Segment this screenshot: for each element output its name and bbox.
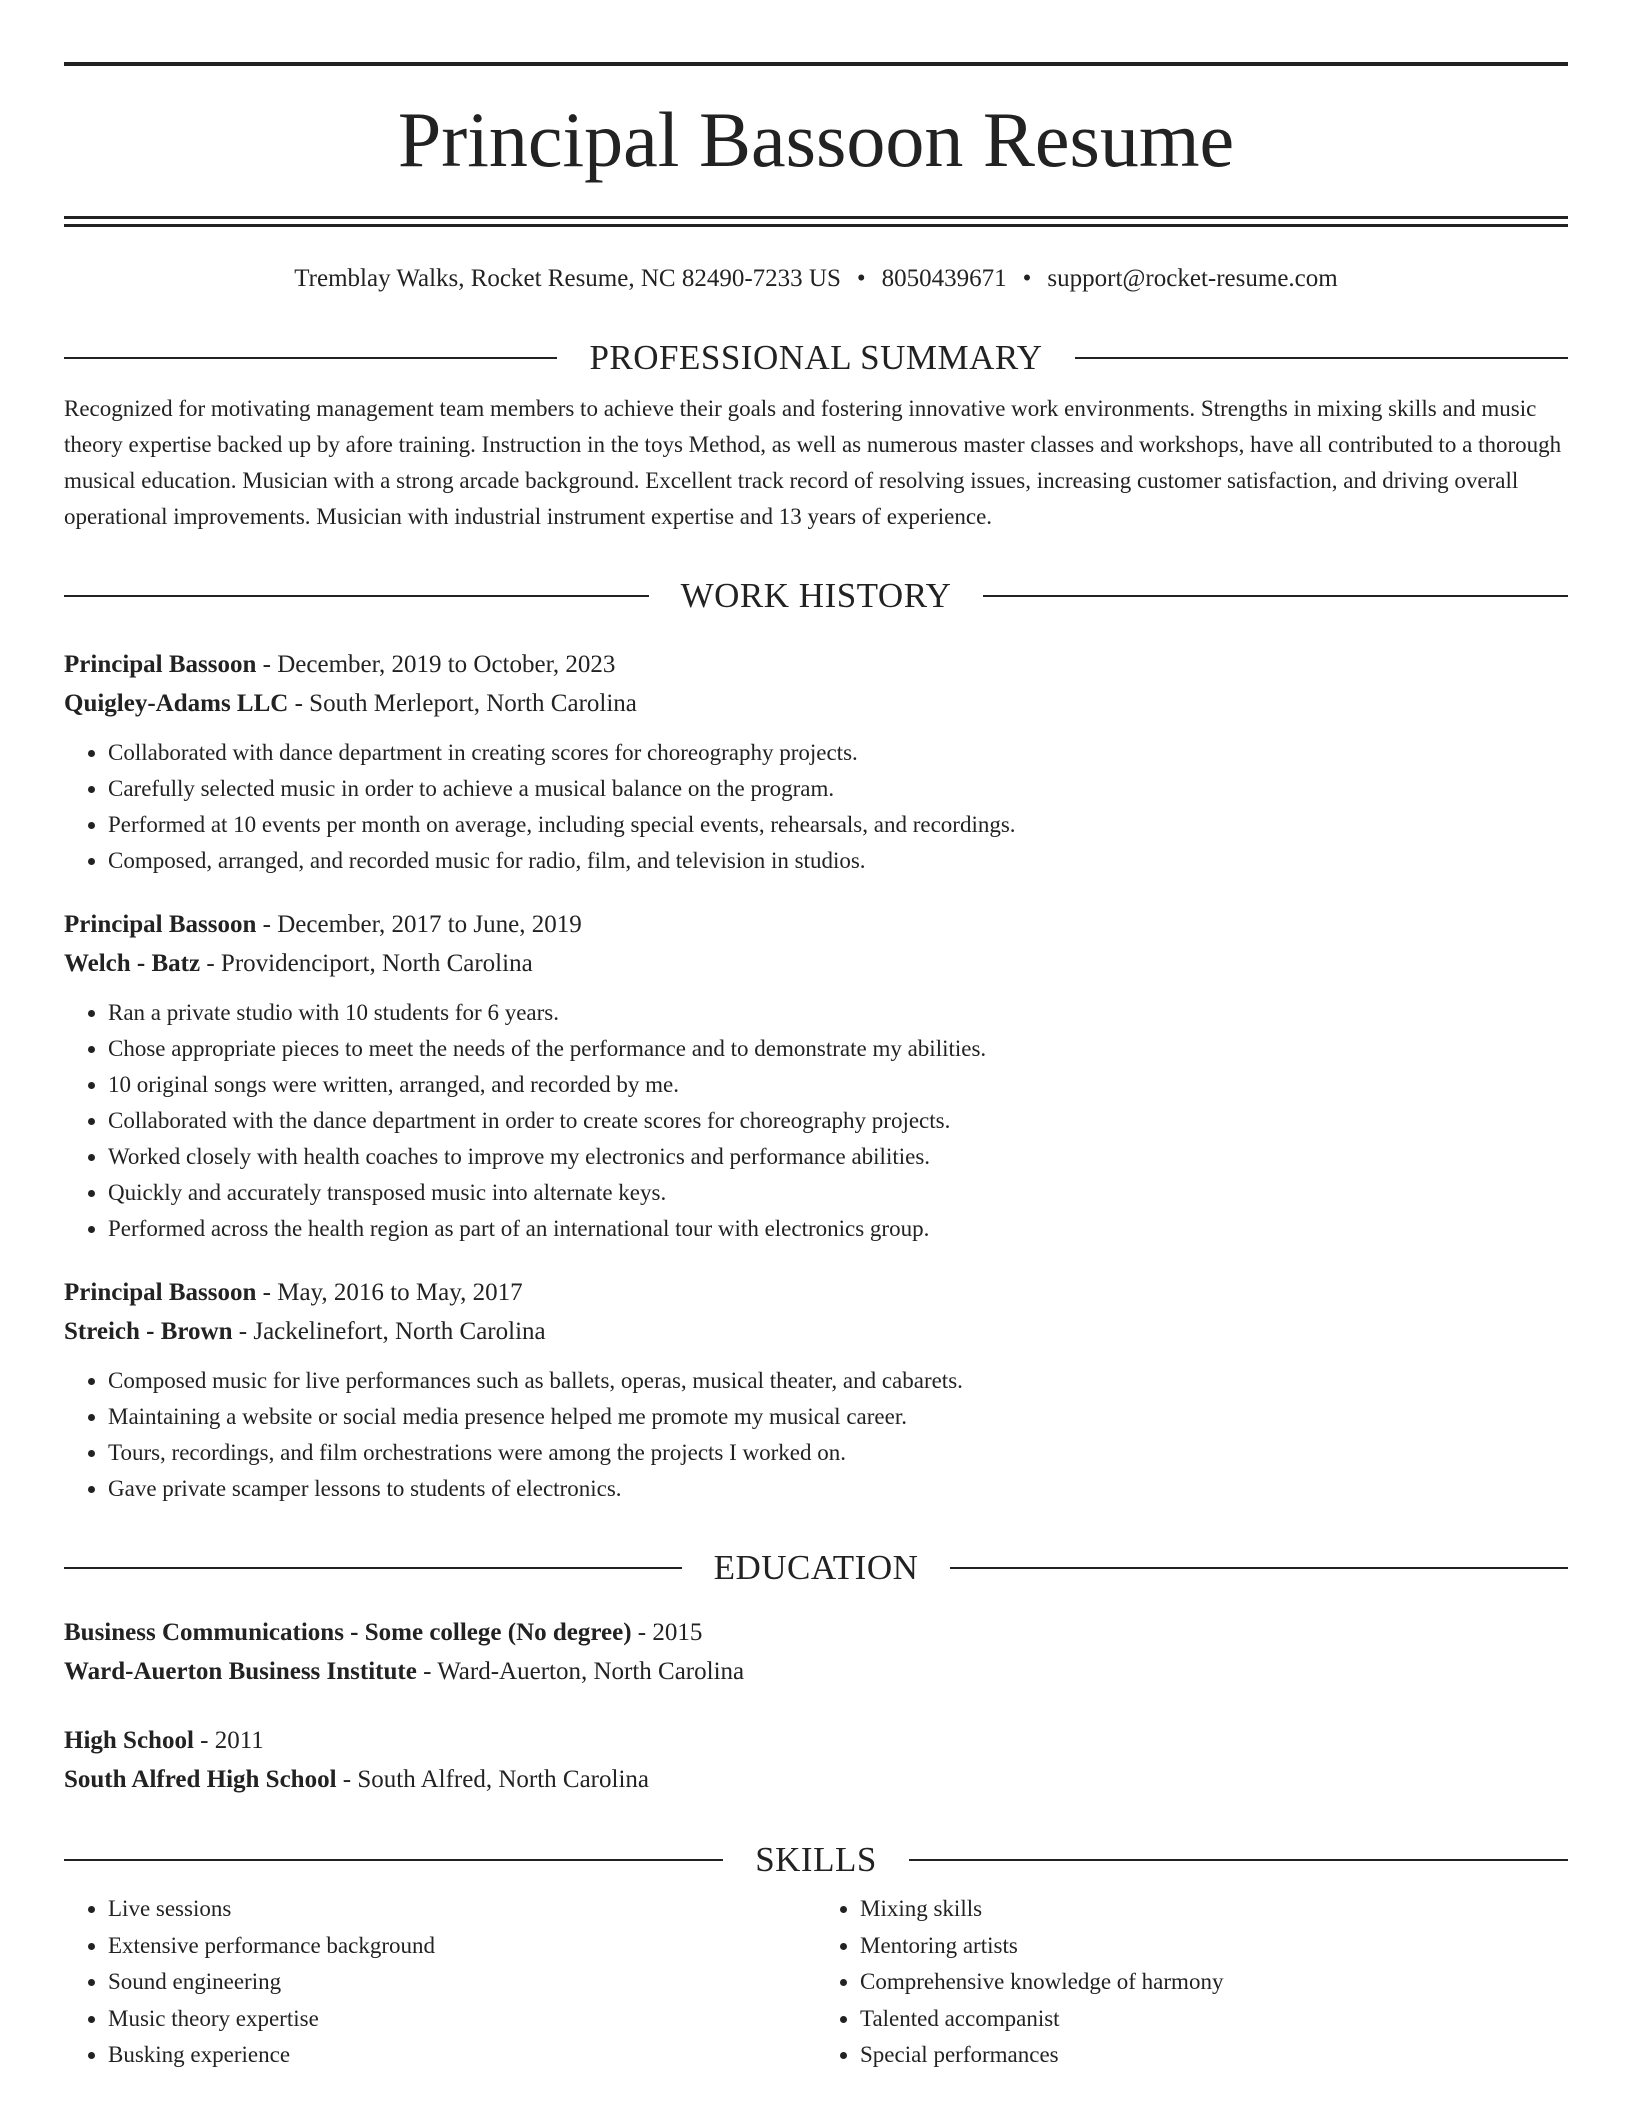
job-entry [64, 1273, 1568, 1507]
contact-separator: • [856, 265, 866, 292]
list-item: • Composed music for live performances such as ballets, operas, musical theater, and cabarets. [108, 1363, 1568, 1399]
resume-page [64, 62, 1568, 2074]
education-school: South Alfred High School [64, 1766, 337, 1793]
section-header-work-history [64, 573, 1568, 619]
section-title: SKILLS [755, 1840, 877, 1879]
list-item: • Worked closely with health coaches to improve my electronics and performance abilities. [108, 1139, 1568, 1175]
list-item: • Mixing skills [860, 1891, 1568, 1928]
job-company: Quigley-Adams LLC [64, 690, 289, 717]
list-item: • Extensive performance background [108, 1928, 816, 1965]
education-school-line [64, 1760, 1568, 1799]
section-rule-left [64, 1567, 682, 1569]
job-entry [64, 645, 1568, 879]
education-degree-line [64, 1613, 1568, 1652]
job-title: Principal Bassoon [64, 1279, 257, 1306]
job-location: - South Merleport, North Carolina [288, 690, 637, 717]
list-item: • Comprehensive knowledge of harmony [860, 1964, 1568, 2001]
section-rule-right [909, 1859, 1568, 1861]
section-title: PROFESSIONAL SUMMARY [589, 338, 1043, 377]
job-title-line [64, 1273, 1568, 1312]
section-title: WORK HISTORY [680, 576, 952, 615]
list-item: • Live sessions [108, 1891, 816, 1928]
job-company-line [64, 1312, 1568, 1351]
section-rule-right [983, 595, 1568, 597]
contact-address: Tremblay Walks, Rocket Resume, NC 82490-7233 US [294, 265, 841, 292]
list-item: • Sound engineering [108, 1964, 816, 2001]
education-location: - Ward-Auerton, North Carolina [416, 1658, 745, 1685]
education-degree-line [64, 1721, 1568, 1760]
section-rule-left [64, 357, 557, 359]
job-location: - Providenciport, North Carolina [200, 950, 533, 977]
job-title: Principal Bassoon [64, 651, 257, 678]
list-item: • Quickly and accurately transposed music into alternate keys. [108, 1175, 1568, 1211]
list-item: • Maintaining a website or social media presence helped me promote my musical career. [108, 1399, 1568, 1435]
job-dates: - December, 2017 to June, 2019 [256, 911, 582, 938]
list-item: • Performed across the health region as part of an international tour with electronics group. [108, 1211, 1568, 1247]
skills-list-left [64, 1891, 816, 2074]
list-item: • 10 original songs were written, arranged, and recorded by me. [108, 1067, 1568, 1103]
job-company-line [64, 944, 1568, 983]
section-title: EDUCATION [713, 1548, 919, 1587]
list-item: • Mentoring artists [860, 1928, 1568, 1965]
job-bullets [64, 995, 1568, 1247]
education-degree: Business Communications - Some college (No degree) [64, 1619, 632, 1646]
education-school-line [64, 1652, 1568, 1691]
education-year: - 2011 [193, 1727, 264, 1754]
education-entry [64, 1721, 1568, 1799]
job-title-line [64, 645, 1568, 684]
section-header-skills [64, 1837, 1568, 1883]
job-location: - Jackelinefort, North Carolina [232, 1318, 546, 1345]
list-item: • Music theory expertise [108, 2001, 816, 2038]
title-double-rule [64, 216, 1568, 227]
job-dates: - May, 2016 to May, 2017 [256, 1279, 523, 1306]
list-item: • Carefully selected music in order to achieve a musical balance on the program. [108, 771, 1568, 807]
education-degree: High School [64, 1727, 194, 1754]
list-item: • Tours, recordings, and film orchestrations were among the projects I worked on. [108, 1435, 1568, 1471]
list-item: • Special performances [860, 2037, 1568, 2074]
section-header-summary [64, 335, 1568, 381]
job-title-line [64, 905, 1568, 944]
skills-columns [64, 1891, 1568, 2074]
page-title: Principal Bassoon Resume [397, 96, 1235, 183]
section-rule-left [64, 1859, 723, 1861]
list-item: • Ran a private studio with 10 students for 6 years. [108, 995, 1568, 1031]
contact-line [64, 261, 1568, 297]
job-dates: - December, 2019 to October, 2023 [256, 651, 616, 678]
section-rule-left [64, 595, 649, 597]
contact-email: support@rocket-resume.com [1047, 265, 1338, 292]
education-location: - South Alfred, North Carolina [336, 1766, 649, 1793]
summary-paragraph: Recognized for motivating management team members to achieve their goals and fostering innovative work environments. Strengths in mixing skills and music theory expertise backed up by afore training. Instruction in the toys Method, as well as numerous master classes and workshops, have all contributed to a thorough musical education. Musician with a strong arcade background. Excellent track record of resolving issues, increasing customer satisfaction, and driving overall operational improvements. Musician with industrial instrument expertise and 13 years of experience. [64, 396, 1562, 529]
top-rule [64, 62, 1568, 66]
job-company-line [64, 684, 1568, 723]
job-title: Principal Bassoon [64, 911, 257, 938]
job-entry [64, 905, 1568, 1247]
list-item: • Collaborated with the dance department in order to create scores for choreography projects. [108, 1103, 1568, 1139]
list-item: • Performed at 10 events per month on average, including special events, rehearsals, and recordings. [108, 807, 1568, 843]
list-item: • Talented accompanist [860, 2001, 1568, 2038]
skills-list-right [816, 1891, 1568, 2074]
list-item: • Gave private scamper lessons to students of electronics. [108, 1471, 1568, 1507]
job-bullets [64, 1363, 1568, 1507]
education-school: Ward-Auerton Business Institute [64, 1658, 417, 1685]
list-item: • Busking experience [108, 2037, 816, 2074]
education-year: - 2015 [631, 1619, 703, 1646]
section-header-education [64, 1545, 1568, 1591]
section-rule-right [1075, 357, 1568, 359]
job-company: Welch - Batz [64, 950, 201, 977]
contact-phone: 8050439671 [881, 265, 1007, 292]
contact-separator: • [1022, 265, 1032, 292]
section-rule-right [950, 1567, 1568, 1569]
job-company: Streich - Brown [64, 1318, 233, 1345]
job-bullets [64, 735, 1568, 879]
list-item: • Chose appropriate pieces to meet the needs of the performance and to demonstrate my abilities. [108, 1031, 1568, 1067]
list-item: • Composed, arranged, and recorded music for radio, film, and television in studios. [108, 843, 1568, 879]
education-entry [64, 1613, 1568, 1691]
list-item: • Collaborated with dance department in creating scores for choreography projects. [108, 735, 1568, 771]
